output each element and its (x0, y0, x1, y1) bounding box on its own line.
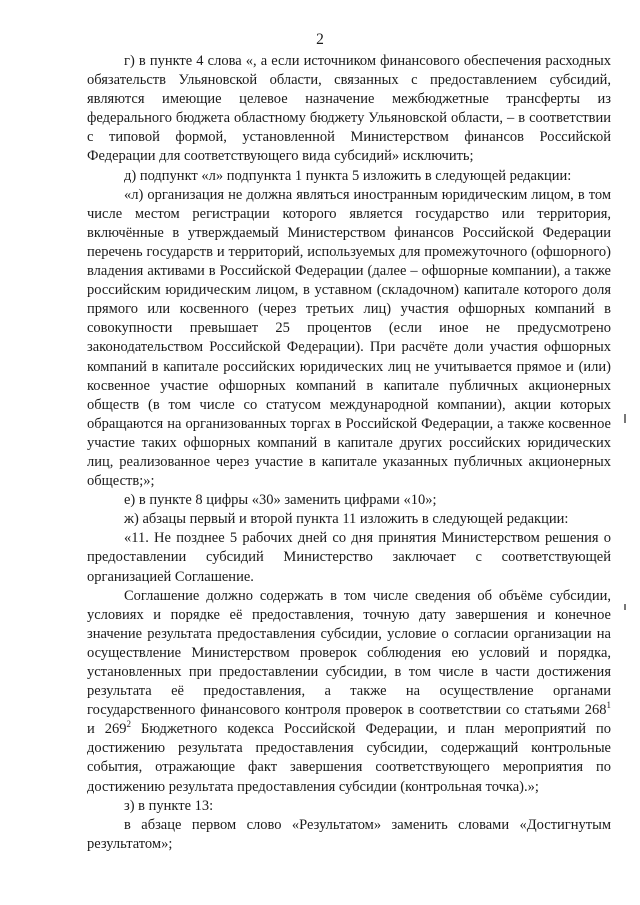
soglashenie-tail: Бюджетного кодекса Российской Федерации, и план мероприятий по достижению результата предоставления субсидии, содержащий контрольные события, отражающие факт завершения соответствующего мероприятия по достижению результата предоставления субсидии (контрольная точка).»; (87, 721, 611, 795)
soglashenie-mid: и 269 (87, 721, 127, 738)
soglashenie-text: Соглашение должно содержать в том числе сведения об объёме субсидии, условиях и порядке её предоставления, точную дату завершения и конечное значение результата предоставления субсидии, условие о согласии организации на осуществление Министерством проверок соблюдения ею условий и порядка, установленных при предоставлении субсидии, в том числе в части достижения результата её предоставления, а также на осуществление органами государственного финансового контроля проверок в соответствии со статьями 268 (87, 587, 611, 719)
scan-edge-mark (624, 414, 626, 423)
paragraph-d: д) подпункт «л» подпункта 1 пункта 5 изложить в следующей редакции: (124, 167, 572, 184)
superscript-1: 1 (606, 700, 611, 711)
paragraph-g: г) в пункте 4 слова «, а если источником финансового обеспечения расходных обязательств Ульяновской области, связанных с предоставлением субсидий, являются имеющие целевое назначение межбюджетные трансферты из федерального бюджета областному бюджету Ульяновской области, – в соответствии с типовой формой, установленной Министерством финансов Российской Федерации для соответствующего вида субсидий» исключить; (87, 53, 611, 165)
paragraph-soglashenie (87, 587, 611, 797)
page-number: 2 (316, 31, 324, 48)
paragraph-e: е) в пункте 8 цифры «30» заменить цифрами «10»; (124, 492, 437, 509)
paragraph-l: «л) организация не должна являться иностранным юридическим лицом, в том числе местом регистрации которого является государство или территория, включённые в утверждаемый Министерством финансов Российской Федерации перечень государств и территорий, используемых для промежуточного (офшорного) владения активами в Российской Федерации (далее – офшорные компании), а также российским юридическим лицом, в уставном (складочном) капитале которого доля прямого или косвенного (через третьих лиц) участия офшорных компаний в совокупности превышает 25 процентов (если иное не предусмотрено законодательством Российской Федерации). При расчёте доли участия офшорных компаний в капитале российских юридических лиц не учитывается прямое и (или) косвенное участие офшорных компаний в капитале публичных акционерных обществ (в том числе со статусом международной компании), акции которых обращаются на организованных торгах в Российской Федерации, а также косвенное участие таких офшорных компаний в капитале других российских юридических лиц, реализованное через участие в капитале указанных публичных акционерных обществ;»; (87, 186, 611, 490)
paragraph-11: «11. Не позднее 5 рабочих дней со дня принятия Министерством решения о предоставлении субсидий Министерство заключает с соответствующей организацией Соглашение. (87, 530, 611, 585)
superscript-2: 2 (126, 719, 132, 730)
scan-edge-mark (624, 604, 626, 610)
paragraph-z: з) в пункте 13: (124, 797, 214, 814)
document-body (87, 52, 611, 854)
paragraph-zh: ж) абзацы первый и второй пункта 11 изложить в следующей редакции: (124, 511, 569, 528)
paragraph-abzac: в абзаце первом слово «Результатом» заменить словами «Достигнутым результатом»; (87, 816, 611, 852)
